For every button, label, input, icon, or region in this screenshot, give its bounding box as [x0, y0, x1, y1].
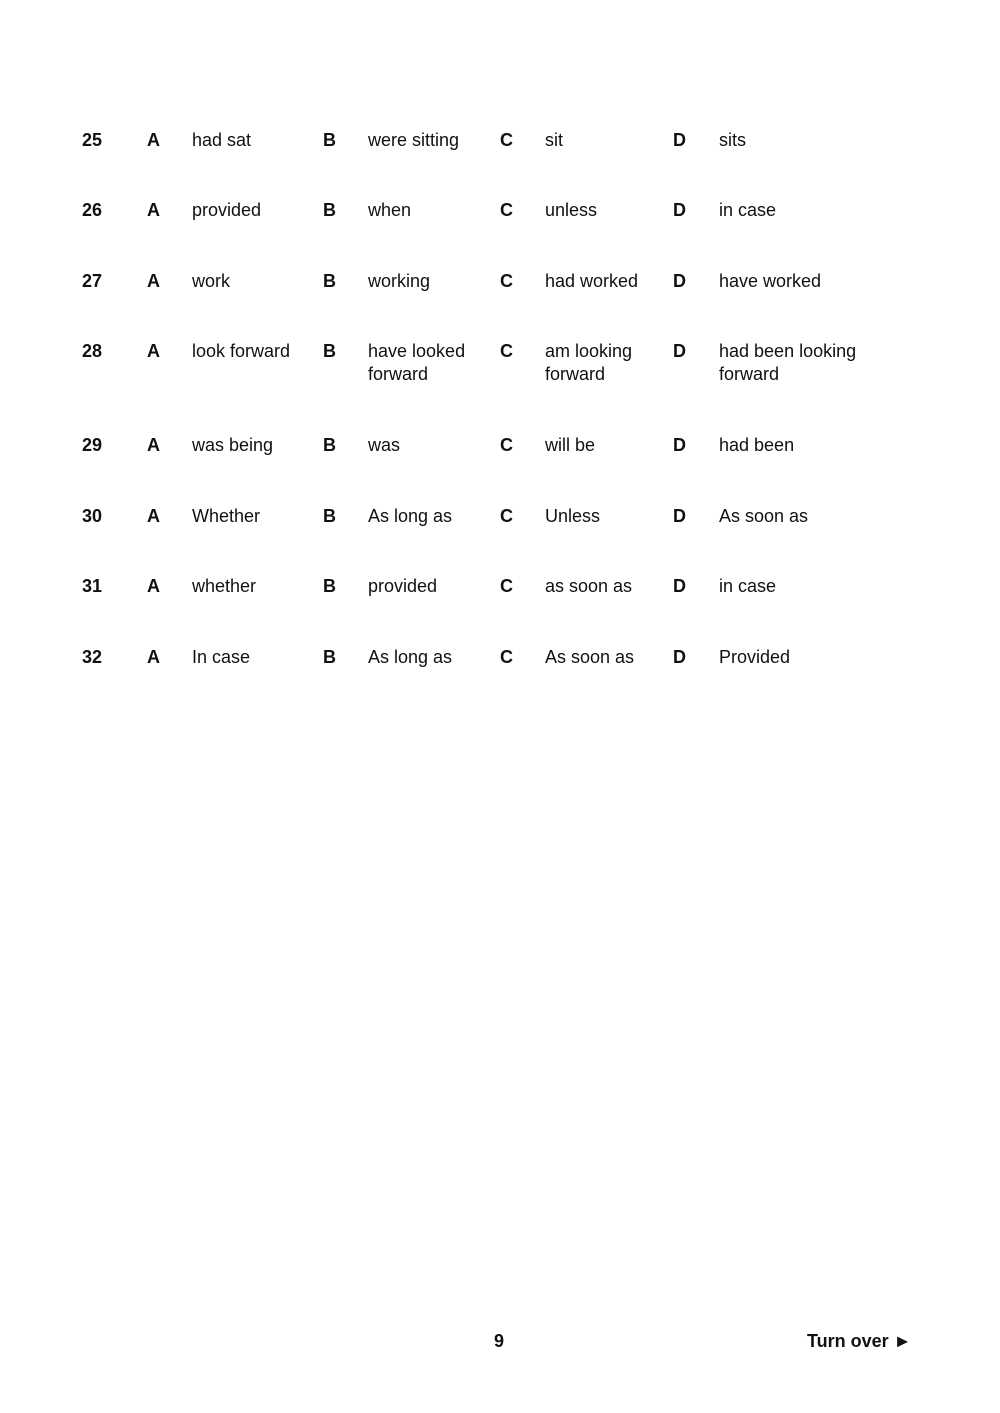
question-number: 30 [82, 506, 103, 526]
option-text-b: have looked forward [368, 341, 466, 384]
option-text-c: as soon as [545, 576, 633, 596]
option-text-a: had sat [192, 130, 252, 150]
option-letter-d: D [673, 435, 686, 455]
option-text-b: were sitting [368, 130, 460, 150]
option-letter-a: A [147, 435, 160, 455]
option-letter-d: D [673, 271, 686, 291]
option-letter-a: A [147, 130, 160, 150]
option-letter-a: A [147, 576, 160, 596]
option-letter-c: C [500, 435, 513, 455]
option-text-b: provided [368, 576, 438, 596]
option-text-c: As soon as [545, 647, 635, 667]
turn-over-label: Turn over ► [807, 1331, 912, 1351]
option-text-d: sits [719, 130, 746, 150]
option-text-c: sit [545, 130, 563, 150]
option-letter-a: A [147, 506, 160, 526]
question-number: 32 [82, 647, 103, 667]
option-text-c: am looking forward [545, 341, 633, 384]
question-row [0, 434, 1000, 494]
option-text-a: In case [192, 647, 251, 667]
question-row [0, 340, 1000, 400]
question-row [0, 270, 1000, 330]
option-text-c: unless [545, 200, 598, 220]
option-letter-b: B [323, 271, 336, 291]
question-row [0, 646, 1000, 706]
option-text-d: had been looking forward [719, 341, 857, 384]
option-letter-c: C [500, 647, 513, 667]
option-letter-c: C [500, 271, 513, 291]
option-letter-c: C [500, 506, 513, 526]
option-letter-d: D [673, 200, 686, 220]
question-number: 29 [82, 435, 103, 455]
option-letter-b: B [323, 647, 336, 667]
option-text-a: Whether [192, 506, 261, 526]
option-letter-d: D [673, 647, 686, 667]
option-text-b: As long as [368, 506, 453, 526]
option-letter-b: B [323, 130, 336, 150]
question-number: 26 [82, 200, 103, 220]
option-text-a: whether [192, 576, 257, 596]
page-number: 9 [494, 1331, 505, 1351]
option-text-d: in case [719, 200, 777, 220]
question-row [0, 505, 1000, 565]
option-text-d: As soon as [719, 506, 809, 526]
option-letter-a: A [147, 271, 160, 291]
option-letter-d: D [673, 341, 686, 361]
option-letter-a: A [147, 200, 160, 220]
option-letter-a: A [147, 647, 160, 667]
option-text-c: will be [545, 435, 596, 455]
option-text-d: in case [719, 576, 777, 596]
question-number: 27 [82, 271, 103, 291]
question-row [0, 129, 1000, 189]
option-text-b: when [368, 200, 412, 220]
option-letter-c: C [500, 341, 513, 361]
option-text-a: work [192, 271, 231, 291]
option-letter-c: C [500, 576, 513, 596]
option-text-d: have worked [719, 271, 822, 291]
option-letter-d: D [673, 130, 686, 150]
option-letter-c: C [500, 200, 513, 220]
option-letter-b: B [323, 506, 336, 526]
option-text-b: working [368, 271, 431, 291]
option-letter-b: B [323, 576, 336, 596]
question-number: 28 [82, 341, 103, 361]
question-number: 25 [82, 130, 103, 150]
option-text-a: was being [192, 435, 274, 455]
option-text-c: had worked [545, 271, 639, 291]
option-text-a: provided [192, 200, 262, 220]
option-letter-a: A [147, 341, 160, 361]
question-row [0, 199, 1000, 259]
question-row [0, 575, 1000, 635]
option-letter-d: D [673, 576, 686, 596]
option-letter-c: C [500, 130, 513, 150]
option-text-b: As long as [368, 647, 453, 667]
option-text-b: was [368, 435, 401, 455]
option-text-d: had been [719, 435, 795, 455]
option-letter-b: B [323, 200, 336, 220]
option-text-a: look forward [192, 341, 291, 361]
question-number: 31 [82, 576, 103, 596]
option-text-c: Unless [545, 506, 601, 526]
option-text-d: Provided [719, 647, 791, 667]
option-letter-b: B [323, 341, 336, 361]
option-letter-d: D [673, 506, 686, 526]
option-letter-b: B [323, 435, 336, 455]
